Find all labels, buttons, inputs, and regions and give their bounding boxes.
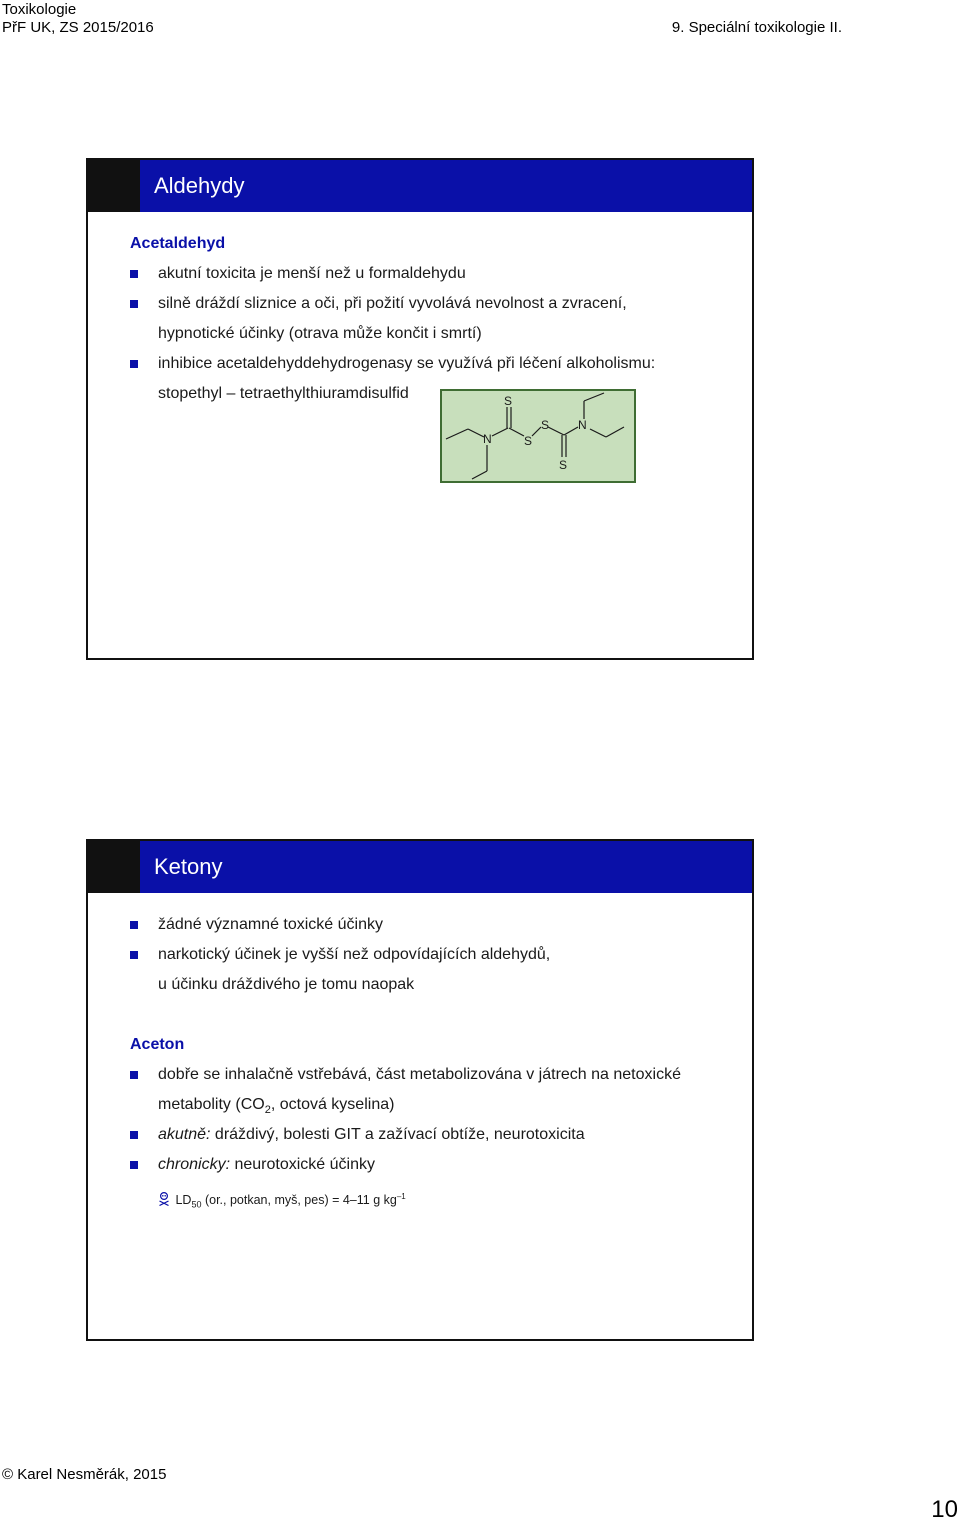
- slide-title: Aldehydy: [140, 160, 752, 212]
- co2-subscript: 2: [264, 1104, 271, 1117]
- atom-s-mid2: S: [541, 418, 550, 432]
- bullet-text: narkotický účinek je vyšší než odpovídajících aldehydů,: [158, 946, 551, 963]
- bullet-text: akutní toxicita je menší než u formaldehydu: [158, 265, 466, 282]
- ld-subscript: 50: [191, 1199, 202, 1210]
- atom-s-mid1: S: [524, 434, 533, 448]
- slide-ketony: [86, 839, 754, 1341]
- slide-title-bar-left: [88, 841, 140, 893]
- atom-s-bottom: S: [559, 458, 568, 472]
- molecule-diagram: [442, 391, 634, 481]
- slide-title: Ketony: [140, 841, 752, 893]
- ld-text: (or., potkan, myš, pes) = 4–11 g kg: [201, 1193, 397, 1208]
- slide-title-bar-left: [88, 160, 140, 212]
- bullet-text: silně dráždí sliznice a oči, při požití vyvolává nevolnost a zvracení,: [158, 295, 627, 312]
- atom-s-top: S: [504, 394, 513, 408]
- bullet-text-continuation: hypnotické účinky (otrava může končit i smrtí): [158, 325, 482, 342]
- metabolites-text: metabolity (CO: [158, 1096, 265, 1113]
- ld-label: LD: [175, 1193, 192, 1208]
- chronic-label: chronicky:: [158, 1156, 231, 1173]
- bullet-text-continuation: [158, 1095, 394, 1120]
- bullet-icon: [130, 1161, 138, 1169]
- bullet-text: [158, 1155, 375, 1175]
- bullet-icon: [130, 921, 138, 929]
- bullet-icon: [130, 300, 138, 308]
- copyright: © Karel Nesměrák, 2015: [2, 1466, 167, 1483]
- bullet-text-continuation: stopethyl – tetraethylthiuramdisulfid: [158, 385, 409, 402]
- page-number: 10: [931, 1496, 958, 1523]
- subheading-acetaldehyd: Acetaldehyd: [130, 235, 226, 252]
- metabolites-text-end: , octová kyselina): [270, 1096, 395, 1113]
- bullet-icon: [130, 1131, 138, 1139]
- atom-n-right: N: [578, 418, 587, 432]
- bullet-icon: [130, 270, 138, 278]
- bullet-text: dobře se inhalačně vstřebává, část metabolizována v játrech na netoxické: [158, 1066, 681, 1083]
- bullet-text: žádné významné toxické účinky: [158, 916, 383, 933]
- atom-n-left: N: [483, 432, 492, 446]
- acute-text: dráždivý, bolesti GIT a zažívací obtíže, neurotoxicita: [210, 1126, 585, 1143]
- bullet-icon: [130, 951, 138, 959]
- subheading-aceton: Aceton: [130, 1036, 185, 1053]
- chronic-text: neurotoxické účinky: [230, 1156, 375, 1173]
- bullet-text: inhibice acetaldehyddehydrogenasy se využívá při léčení alkoholismu:: [158, 355, 656, 372]
- bullet-icon: [130, 1071, 138, 1079]
- ld-superscript: –1: [396, 1192, 406, 1201]
- chapter-title: 9. Speciální toxikologie II.: [671, 19, 842, 36]
- skull-crossbones-icon: [158, 1192, 170, 1206]
- disulfiram-structure: [440, 389, 636, 483]
- ld50-line: [158, 1187, 406, 1215]
- faculty-term: PřF UK, ZS 2015/2016: [2, 19, 154, 36]
- course-name: Toxikologie: [2, 1, 77, 18]
- bullet-text-continuation: u účinku dráždivého je tomu naopak: [158, 976, 415, 993]
- slide-aldehydy: [86, 158, 754, 660]
- acute-label: akutně:: [158, 1126, 211, 1143]
- bullet-icon: [130, 360, 138, 368]
- bullet-text: [158, 1125, 585, 1145]
